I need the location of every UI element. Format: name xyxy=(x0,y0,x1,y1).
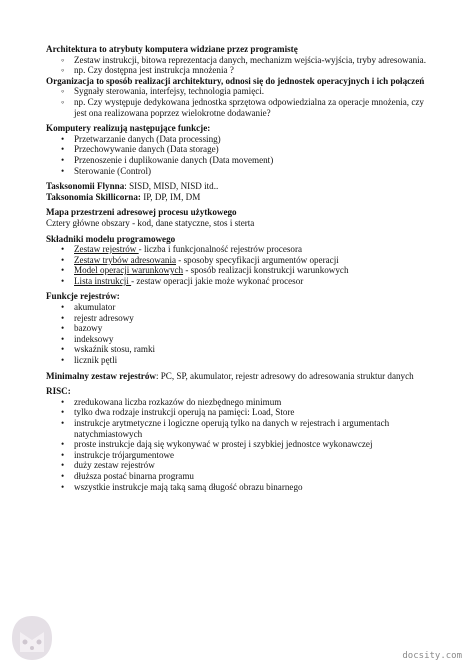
list-organizacja xyxy=(46,86,426,118)
flynn-label: Tasksonomii Flynna xyxy=(46,181,125,192)
heading-organizacja: Organizacja to sposób realizacji architektury, odnosi się do jednostek operacyjnych i ich połączeń xyxy=(46,75,425,86)
heading-skladniki: Składniki modelu programowego xyxy=(46,233,176,244)
term-link[interactable]: Zestaw trybów adresowania xyxy=(74,254,177,265)
list-item: • zredukowana liczba rozkazów do niezbędnego minimum xyxy=(46,397,426,408)
flynn-line xyxy=(46,181,426,192)
list-item: • rejestr adresowy xyxy=(46,313,426,324)
list-item: ◦ np. Czy dostępna jest instrukcja mnożenia ? xyxy=(46,65,426,76)
list-funkcje-rejestrow xyxy=(46,302,426,366)
list-item xyxy=(46,255,426,266)
list-item xyxy=(46,244,426,255)
list-item: • licznik pętli xyxy=(46,355,426,366)
list-item: ◦ np. Czy występuje dedykowana jednostka sprzętowa odpowiedzialna za operacje mnożenia, czy jest ona realizowana poprzez wielokrotne dodawanie? xyxy=(46,97,426,118)
list-item: • indeksowy xyxy=(46,334,426,345)
list-risc xyxy=(46,397,426,492)
list-item: • wszystkie instrukcje mają taką samą długość obrazu binarnego xyxy=(46,482,426,493)
list-item: • Sterowanie (Control) xyxy=(46,166,426,177)
list-item: • wskaźnik stosu, ramki xyxy=(46,344,426,355)
term-link[interactable]: Lista instrukcji xyxy=(74,275,132,286)
list-item xyxy=(46,276,426,287)
list-item: • duży zestaw rejestrów xyxy=(46,460,426,471)
heading-funkcje-rejestrow: Funkcje rejestrów: xyxy=(46,291,120,302)
minimalny-zestaw-line xyxy=(46,371,426,382)
skillicorn-line xyxy=(46,192,426,203)
term-desc: - sposób realizacji konstrukcji warunkowych xyxy=(183,265,349,276)
term-link[interactable]: Zestaw rejestrów xyxy=(74,244,139,255)
heading-mapa: Mapa przestrzeni adresowej procesu użytkowego xyxy=(46,207,237,218)
skillicorn-label: Taksonomia Skillicorna: xyxy=(46,191,141,202)
list-item xyxy=(46,265,426,276)
list-item: • instrukcje trójargumentowe xyxy=(46,450,426,461)
list-item: • bazowy xyxy=(46,323,426,334)
list-item: • Przetwarzanie danych (Data processing) xyxy=(46,134,426,145)
list-item: • Przechowywanie danych (Data storage) xyxy=(46,144,426,155)
mapa-text: Cztery główne obszary - kod, dane statyczne, stos i sterta xyxy=(46,217,255,228)
docsity-owl-logo-icon xyxy=(8,612,56,664)
list-skladniki xyxy=(46,244,426,286)
list-item: • dłuższa postać binarna programu xyxy=(46,471,426,482)
list-item: • Przenoszenie i duplikowanie danych (Data movement) xyxy=(46,155,426,166)
list-item: ◦ Zestaw instrukcji, bitowa reprezentacja danych, mechanizm wejścia-wyjścia, tryby adresowania. xyxy=(46,55,426,66)
list-item: • akumulator xyxy=(46,302,426,313)
list-item: • instrukcje arytmetyczne i logiczne operują tylko na danych w rejestrach i argumentach natychmiastowych xyxy=(46,418,426,439)
flynn-value: : SISD, MISD, NISD itd.. xyxy=(124,181,219,192)
term-desc: - zestaw operacji jakie może wykonać procesor xyxy=(131,275,304,286)
minimalny-zestaw-label: Minimalny zestaw rejestrów xyxy=(46,370,156,381)
heading-architektura: Architektura to atrybuty komputera widziane przez programistę xyxy=(46,44,298,54)
list-item: ◦ Sygnały sterowania, interfejsy, technologia pamięci. xyxy=(46,86,426,97)
term-link[interactable]: Model operacji warunkowych xyxy=(74,265,184,276)
skillicorn-value: IP, DP, IM, DM xyxy=(140,191,201,202)
list-funkcje-komputera xyxy=(46,134,426,176)
term-desc: - liczba i funkcjonalność rejestrów procesora xyxy=(138,244,303,255)
footer-brand[interactable]: docsity.com xyxy=(402,651,462,662)
heading-funkcje-komputera: Komputery realizują następujące funkcje: xyxy=(46,123,211,134)
list-architektura xyxy=(46,55,426,76)
heading-risc: RISC: xyxy=(46,386,71,397)
list-item: • proste instrukcje dają się wykonywać w prostej i szybkiej jednostce wykonawczej xyxy=(46,439,426,450)
document-page xyxy=(46,44,426,492)
term-desc: - sposoby specyfikacji argumentów operacji xyxy=(176,254,339,265)
minimalny-zestaw-value: : PC, SP, akumulator, rejestr adresowy do adresowania struktur danych xyxy=(155,370,414,381)
list-item: • tylko dwa rodzaje instrukcji operują na pamięci: Load, Store xyxy=(46,407,426,418)
